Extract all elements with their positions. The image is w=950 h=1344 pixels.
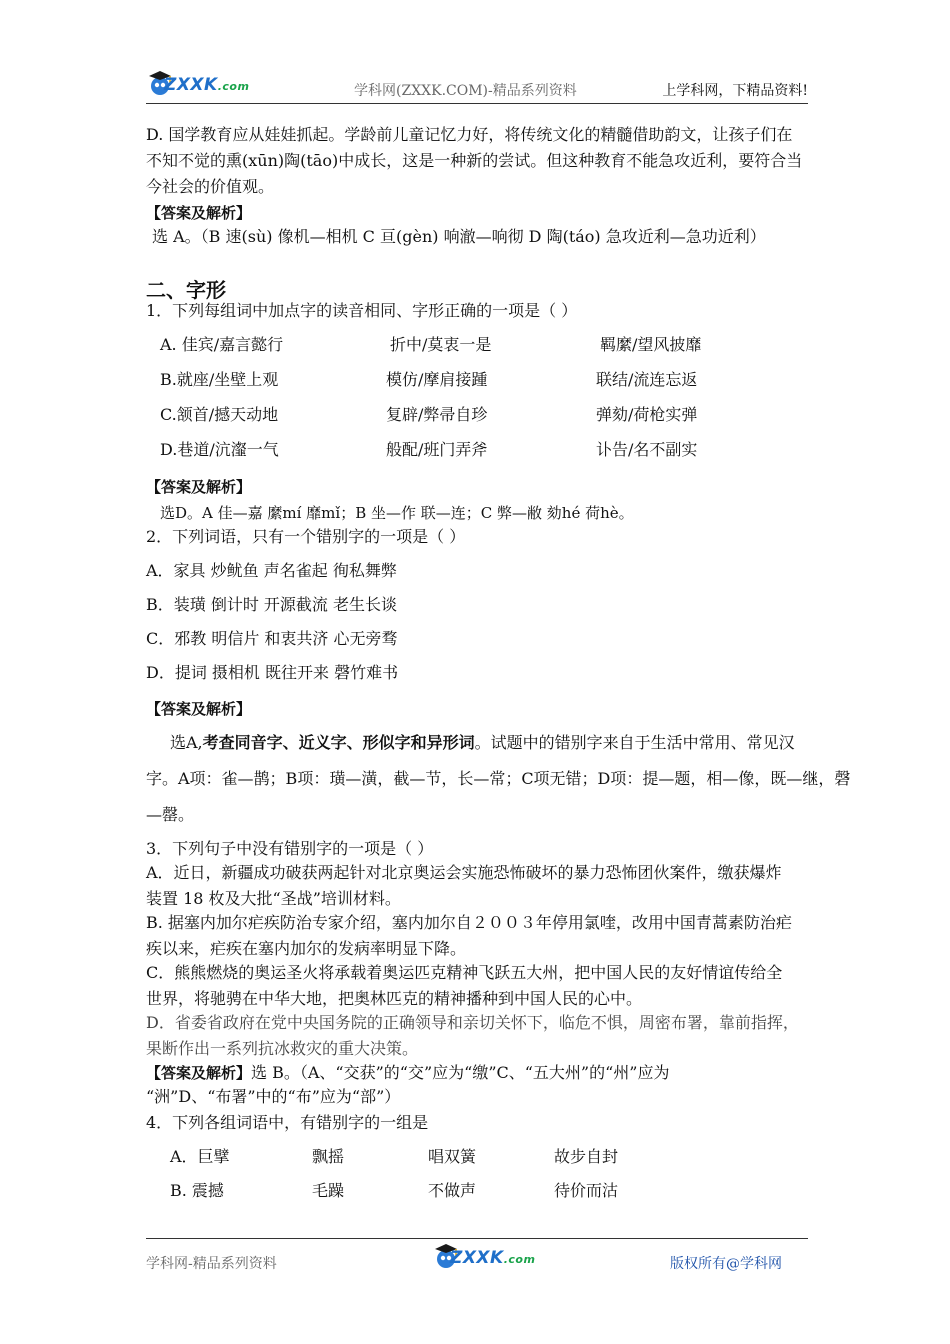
answer-text-2-line-3: —罄。 <box>146 805 195 824</box>
q4-cell: A．巨擘 <box>170 1147 230 1166</box>
option-d-line-2: 不知不觉的熏(xūn)陶(tāo)中成长，这是一种新的尝试。但这种教育不能急攻近利，要符合当 <box>146 151 803 170</box>
q2-option-c: C．邪教 明信片 和衷共济 心无旁骛 <box>146 629 398 648</box>
question-4-stem: 4．下列各组词语中，有错别字的一组是 <box>146 1113 429 1132</box>
page-header <box>146 64 808 104</box>
q1-cell: 讣告/名不副实 <box>596 440 698 459</box>
q2-option-b: B．装璜 倒计时 开源截流 老生长谈 <box>146 595 398 614</box>
section-title: 二、字形 <box>146 278 226 302</box>
q4-cell: 不做声 <box>428 1181 477 1200</box>
q3-option-a-1: A．近日，新疆成功破获两起针对北京奥运会实施恐怖破坏的暴力恐怖团伙案件，缴获爆炸 <box>146 863 782 882</box>
answer-text-3-line-2: “洲”D、“布署”中的“布”应为“部”） <box>146 1087 401 1106</box>
q1-cell: 羁縻/望风披靡 <box>600 335 702 354</box>
q1-cell: B.就座/坐壁上观 <box>160 370 279 389</box>
header-right-text: 上学科网，下精品资料! <box>662 83 808 99</box>
q1-cell: 模仿/摩肩接踵 <box>386 370 488 389</box>
footer-logo: ZXXK.com <box>432 1241 542 1273</box>
answer-heading-2: 【答案及解析】 <box>146 700 252 718</box>
q1-cell: C.颔首/撼天动地 <box>160 405 279 424</box>
option-d-line-1: D. 国学教育应从娃娃抓起。学龄前儿童记忆力好，将传统文化的精髓借助韵文，让孩子们在 <box>146 125 793 144</box>
answer-text-0: 选 A。（B 速(sù) 像机—相机 C 亘(gèn) 响澈—响彻 D 陶(táo) 急攻近利—急功近利） <box>152 227 766 246</box>
answer-heading-0: 【答案及解析】 <box>146 204 252 222</box>
footer-right-text: 版权所有@学科网 <box>670 1256 782 1272</box>
zxxk-logo: ZXXK.com <box>146 68 256 98</box>
question-3-stem: 3．下列句子中没有错别字的一项是（ ） <box>146 839 434 858</box>
q4-cell: 飘摇 <box>312 1147 345 1166</box>
q4-cell: 待价而沽 <box>554 1181 619 1200</box>
q1-cell: 般配/班门弄斧 <box>386 440 488 459</box>
q2-option-d: D．提词 摄相机 既往开来 磬竹难书 <box>146 663 399 682</box>
q3-option-a-2: 装置 18 枚及大批“圣战”培训材料。 <box>146 889 401 908</box>
q4-cell: B. 震撼 <box>170 1181 224 1200</box>
q3-option-c-1: C．熊熊燃烧的奥运圣火将承载着奥运匹克精神飞跃五大州，把中国人民的友好情谊传给全 <box>146 963 783 982</box>
q1-cell: 联结/流连忘返 <box>596 370 698 389</box>
q4-cell: 毛躁 <box>312 1181 345 1200</box>
q1-cell: 复辟/弊帚自珍 <box>386 405 488 424</box>
option-d-line-3: 今社会的价值观。 <box>146 177 275 196</box>
q3-option-d-1: D．省委省政府在党中央国务院的正确领导和亲切关怀下，临危不惧，周密布署，靠前指挥， <box>146 1013 799 1032</box>
q3-option-c-2: 世界，将驰骋在中华大地，把奥林匹克的精神播种到中国人民的心中。 <box>146 989 643 1008</box>
question-2-stem: 2．下列词语，只有一个错别字的一项是（ ） <box>146 527 466 546</box>
q4-cell: 故步自封 <box>554 1147 619 1166</box>
q1-cell: D.巷道/沆瀣一气 <box>160 440 279 459</box>
footer-left-text: 学科网-精品系列资料 <box>146 1256 277 1272</box>
answer-text-2: 选A,考查同音字、近义字、形似字和异形词。试题中的错别字来自于生活中常用、常见汉 <box>170 733 795 752</box>
header-center-text: 学科网(ZXXK.COM)-精品系列资料 <box>354 83 577 99</box>
q3-option-b-1: B. 据塞内加尔疟疾防治专家介绍，塞内加尔自２００３年停用氯喹，改用中国青蒿素防治疟 <box>146 913 792 932</box>
q3-option-b-2: 疾以来，疟疾在塞内加尔的发病率明显下降。 <box>146 939 467 958</box>
answer-text-3: 【答案及解析】选 B。（A、“交获”的“交”应为“缴”C、“五大州”的“州”应为 <box>146 1063 670 1082</box>
q1-cell: 折中/莫衷一是 <box>390 335 492 354</box>
q1-cell: 弹劾/荷枪实弹 <box>596 405 698 424</box>
answer-text-1: 选D。A 佳—嘉 縻mí 靡mǐ；B 坐—作 联—连；C 弊—敝 劾hé 荷hè。 <box>160 504 634 522</box>
answer-heading-1: 【答案及解析】 <box>146 478 252 496</box>
q2-option-a: A．家具 炒鱿鱼 声名雀起 徇私舞弊 <box>146 561 397 580</box>
q4-cell: 唱双簧 <box>428 1147 477 1166</box>
q1-cell: A. 佳宾/嘉言懿行 <box>160 335 284 354</box>
answer-text-2-line-2: 字。A项：雀—鹊；B项：璜—潢，截—节，长—常；C项无错；D项：提—题，相—像，既—继，磬 <box>146 769 851 788</box>
question-1-stem: 1．下列每组词中加点字的读音相同、字形正确的一项是（ ） <box>146 301 578 320</box>
page-footer <box>146 1238 808 1278</box>
q3-option-d-2: 果断作出一系列抗冰救灾的重大决策。 <box>146 1039 419 1058</box>
